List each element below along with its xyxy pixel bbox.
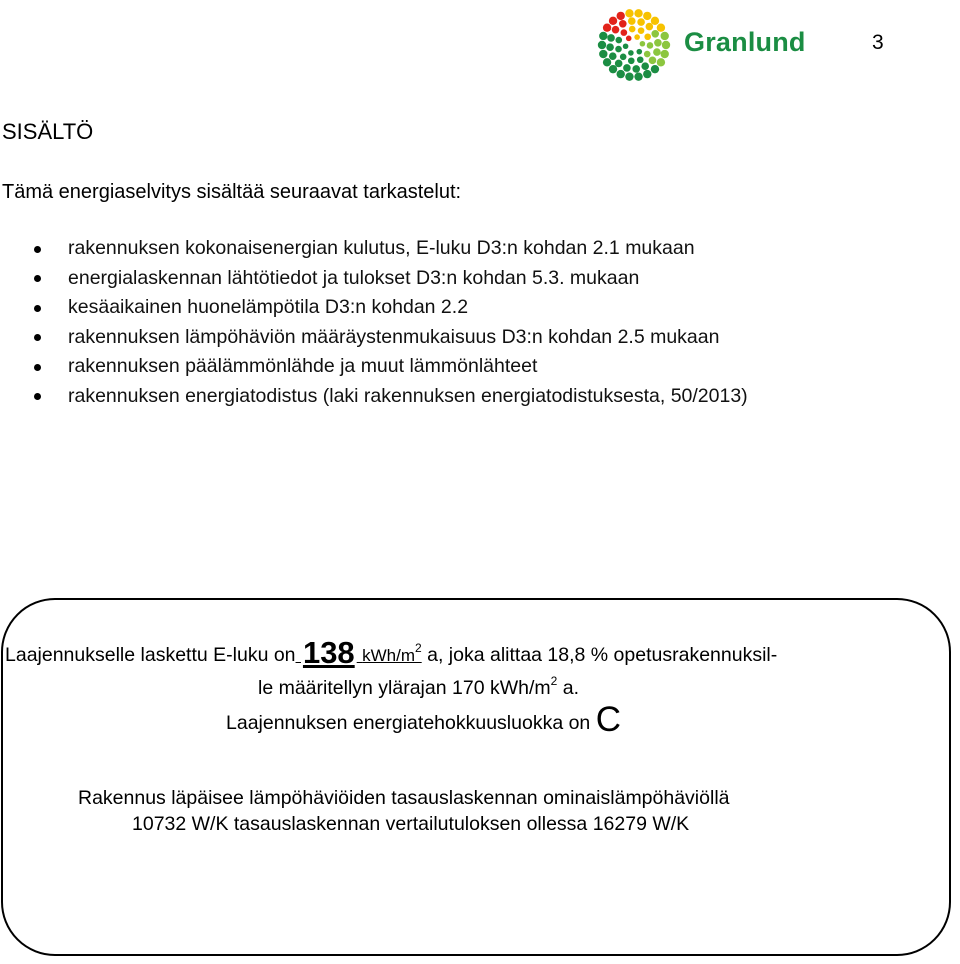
granlund-logo-mark-icon <box>594 5 674 85</box>
logo-text: Granlund <box>684 27 806 57</box>
logo-dot <box>643 12 651 20</box>
logo-dot <box>599 50 607 58</box>
list-item <box>0 293 748 323</box>
logo-dot <box>636 49 642 55</box>
logo-dot <box>615 60 623 68</box>
logo-dot <box>644 33 651 40</box>
logo-dot <box>638 27 645 34</box>
logo-dot <box>617 12 625 20</box>
logo-dot <box>603 24 611 32</box>
energy-class-label: Laajennuksen energiatehokkuusluokka on <box>226 712 596 734</box>
list-item-text: kesäaikainen huonelämpötila D3:n kohdan 2.2 <box>68 296 469 318</box>
logo-dot <box>628 50 634 56</box>
logo-dot <box>615 46 622 53</box>
logo-dot <box>634 9 642 17</box>
list-item-text: energialaskennan lähtötiedot ja tulokset D3:n kohdan 5.3. mukaan <box>68 266 640 289</box>
e-value-prefix: Laajennukselle laskettu E-luku on <box>5 644 296 666</box>
logo-dot <box>644 51 651 58</box>
logo-dot <box>641 62 649 70</box>
logo-dot <box>657 58 665 66</box>
e-limit-prefix: le määritellyn ylärajan 170 kWh/m <box>258 677 551 699</box>
bullet-icon <box>34 305 41 312</box>
heat-loss-line-2: 10732 W/K tasauslaskennan vertailutuloksen ollessa 16279 W/K <box>132 813 690 835</box>
e-unit: kWh/m <box>362 646 415 665</box>
logo-dot <box>621 29 628 36</box>
logo-dot <box>643 70 651 78</box>
logo-dot <box>651 65 659 73</box>
logo-dot <box>637 56 644 63</box>
list-item <box>0 323 748 353</box>
logo-dot <box>607 34 615 42</box>
energy-class-value: C <box>595 700 621 739</box>
logo-dot <box>620 53 627 60</box>
list-item <box>0 382 748 412</box>
section-heading: SISÄLTÖ <box>2 119 94 144</box>
e-limit-suffix: a. <box>557 677 579 699</box>
logo-dot <box>617 70 625 78</box>
logo-dot <box>603 58 611 66</box>
page-number: 3 <box>872 31 884 54</box>
logo-dot <box>646 23 654 31</box>
logo-dot <box>647 42 654 49</box>
e-value-line <box>5 635 777 671</box>
logo-dot <box>634 34 640 40</box>
logo-dot <box>609 65 617 73</box>
logo-dot <box>654 39 662 47</box>
logo-dot <box>615 37 622 44</box>
logo-dot <box>637 18 645 26</box>
logo-dot <box>619 20 627 28</box>
e-value: 138 <box>302 635 355 670</box>
intro-text: Tämä energiaselvitys sisältää seuraavat tarkastelut: <box>2 181 462 203</box>
energy-class-line <box>226 700 621 740</box>
logo-dot <box>649 57 657 65</box>
logo-dot <box>606 43 614 51</box>
list-item-text: rakennuksen energiatodistus (laki rakennuksen energiatodistuksesta, 50/2013) <box>68 384 748 407</box>
logo-dot <box>634 72 642 80</box>
logo-dot <box>612 26 620 34</box>
logo-dot <box>625 72 633 80</box>
logo-dot <box>629 26 636 33</box>
logo-dot <box>628 17 636 25</box>
list-item-text: rakennuksen päälämmönlähde ja muut lämmönlähteet <box>68 355 538 377</box>
logo-dot <box>640 41 646 47</box>
e-limit-sup: 2 <box>550 674 558 688</box>
logo-dot <box>657 24 665 32</box>
logo-dot <box>651 17 659 25</box>
list-item <box>0 352 748 382</box>
bullet-icon <box>34 393 41 400</box>
list-item <box>0 264 748 294</box>
logo-dot <box>661 32 669 40</box>
granlund-logo <box>594 5 806 85</box>
logo-dot <box>653 48 661 56</box>
logo-dot <box>626 36 632 42</box>
logo-dot <box>599 32 607 40</box>
logo-dot <box>623 64 631 72</box>
logo-dot <box>609 52 617 60</box>
logo-dot <box>609 17 617 25</box>
list-item-text: rakennuksen kokonaisenergian kulutus, E-luku D3:n kohdan 2.1 mukaan <box>68 237 695 259</box>
logo-dot <box>628 57 635 64</box>
logo-dot <box>623 43 629 49</box>
list-item <box>0 234 748 264</box>
bullet-icon <box>34 334 41 341</box>
logo-dot <box>651 30 659 38</box>
bullet-icon <box>34 364 41 371</box>
logo-dot <box>661 50 669 58</box>
logo-dot <box>625 9 633 17</box>
list-item-text: rakennuksen lämpöhäviön määräystenmukaisuus D3:n kohdan 2.5 mukaan <box>68 325 720 348</box>
logo-dot <box>632 65 640 73</box>
e-limit-line <box>258 674 579 700</box>
bullet-icon <box>34 275 41 282</box>
e-value-suffix: a, joka alittaa 18,8 % opetusrakennuksil- <box>421 644 778 666</box>
logo-dot <box>598 41 606 49</box>
content-list <box>0 234 748 411</box>
heat-loss-line-1: Rakennus läpäisee lämpöhäviöiden tasauslaskennan ominaislämpöhäviöllä <box>78 787 730 809</box>
bullet-icon <box>34 246 41 253</box>
logo-dot <box>662 41 670 49</box>
e-unit-sup: 2 <box>415 641 422 655</box>
